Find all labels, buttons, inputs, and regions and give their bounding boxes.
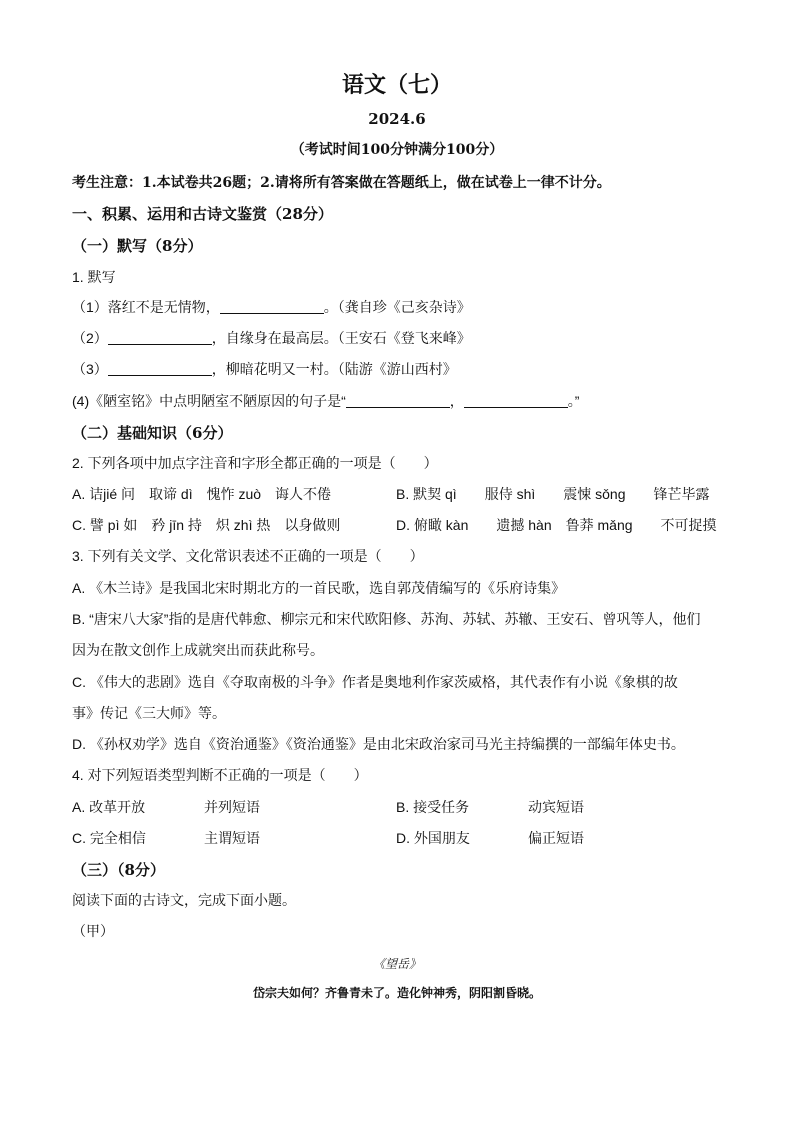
question-3-option-c[interactable]: C. 《伟大的悲剧》选自《夺取南极的斗争》作者是奥地利作家茨威格，其代表作有小说《象棋的故 [72,674,678,690]
subsection-1-heading: （一）默写（8分） [72,237,203,255]
question-3-stem: 3. 下列有关文学、文化常识表述不正确的一项是（ ） [72,548,424,564]
item-text-post: 。（龚自珍《己亥杂诗》 [323,299,471,315]
part1-heading: 一、积累、运用和古诗文鉴赏（28分） [72,205,333,223]
option-phrase: 外国朋友 [413,830,470,846]
item-text-pre: （1）落红不是无情物， [72,299,220,315]
question-3-option-d[interactable]: D. 《孙权劝学》选自《资治通鉴》《资治通鉴》是由北宋政治家司马光主持编撰的一部编年体史书。 [72,736,685,752]
exam-info: （考试时间100分钟满分100分） [290,142,504,158]
reading-intro: 阅读下面的古诗文，完成下面小题。 [72,892,296,908]
notice: 考生注意：1.本试卷共26题；2.请将所有答案做在答题纸上，做在试卷上一律不计分。 [72,175,611,191]
question-2-stem: 2. 下列各项中加点字注音和字形全都正确的一项是（ ） [72,455,438,471]
question-4-option-c[interactable] [72,828,146,848]
question-1-item-1 [72,297,471,317]
option-label: C. [72,517,86,533]
option-phrase: 完全相信 [89,830,146,846]
question-1-item-3 [72,359,457,379]
question-4-option-b-type: 动宾短语 [528,799,584,815]
poem-title: 《望岳》 [372,957,421,971]
option-label: D. [396,517,410,533]
option-label: B. [396,799,410,815]
question-3-option-b[interactable]: B. “唐宋八大家”指的是唐代韩愈、柳宗元和宋代欧阳修、苏洵、苏轼、苏辙、王安石、曾巩等人，他们 [72,611,701,627]
question-4-option-b[interactable] [396,797,469,817]
subsection-3-heading: （三）（8分） [72,861,165,879]
question-4-option-a[interactable] [72,797,145,817]
question-2-option-d[interactable] [396,515,717,535]
question-4-option-c-type: 主谓短语 [204,830,260,846]
option-text: 俯瞰 kàn 遗撼 hàn 鲁莽 mǎng 不可捉摸 [413,517,717,533]
option-text: 默契 qì 服侍 shì 震悚 sǒng 锋芒毕露 [413,486,710,502]
answer-blank[interactable] [464,393,568,408]
subsection-2-heading: （二）基础知识（6分） [72,424,233,442]
passage-jia-label: （甲） [72,923,114,939]
question-2-option-c[interactable] [72,515,340,535]
question-2-option-a[interactable] [72,484,331,504]
option-text: 譬 pì 如 矜 jīn 持 炽 zhì 热 以身做则 [89,517,341,533]
option-label: C. [72,830,86,846]
item-text-post: 。” [567,393,580,409]
item-text-pre: (4)《陋室铭》中点明陋室不陋原因的句子是“ [72,393,346,409]
page-title: 语文（七） [341,72,452,98]
question-3-option-b-cont: 因为在散文创作上成就突出而获此称号。 [72,642,324,658]
exam-date: 2024.6 [368,110,426,128]
answer-blank[interactable] [220,299,324,314]
item-text-post: ，柳暗花明又一村。（陆游《游山西村》 [211,361,457,377]
option-label: D. [396,830,410,846]
option-phrase: 接受任务 [413,799,470,815]
item-text-post: ，自缘身在最高层。（王安石《登飞来峰》 [211,330,471,346]
question-1-item-2 [72,328,471,348]
option-label: A. [72,799,86,815]
question-4-stem: 4. 对下列短语类型判断不正确的一项是（ ） [72,767,368,783]
item-text-mid: ， [449,393,464,409]
option-text: 诘jié 问 取谛 dì 愧怍 zuò 诲人不倦 [89,486,332,502]
answer-blank[interactable] [346,393,450,408]
answer-blank[interactable] [108,361,212,376]
item-text-pre: （2） [72,330,108,346]
question-3-option-a[interactable]: A. 《木兰诗》是我国北宋时期北方的一首民歌，选自郭茂倩编写的《乐府诗集》 [72,580,566,596]
question-4-option-a-type: 并列短语 [204,799,260,815]
option-label: B. [396,486,410,502]
question-4-option-d-type: 偏正短语 [528,830,584,846]
answer-blank[interactable] [108,330,212,345]
question-2-option-b[interactable] [396,484,710,504]
option-phrase: 改革开放 [89,799,146,815]
question-1-item-4 [72,391,579,411]
option-label: A. [72,486,86,502]
question-1-stem: 1. 默写 [72,269,116,285]
question-3-option-c-cont: 事》传记《三大师》等。 [72,705,226,721]
item-text-pre: （3） [72,361,108,377]
question-4-option-d[interactable] [396,828,470,848]
poem-line: 岱宗夫如何？齐鲁青未了。造化钟神秀，阴阳割昏晓。 [252,986,541,1000]
